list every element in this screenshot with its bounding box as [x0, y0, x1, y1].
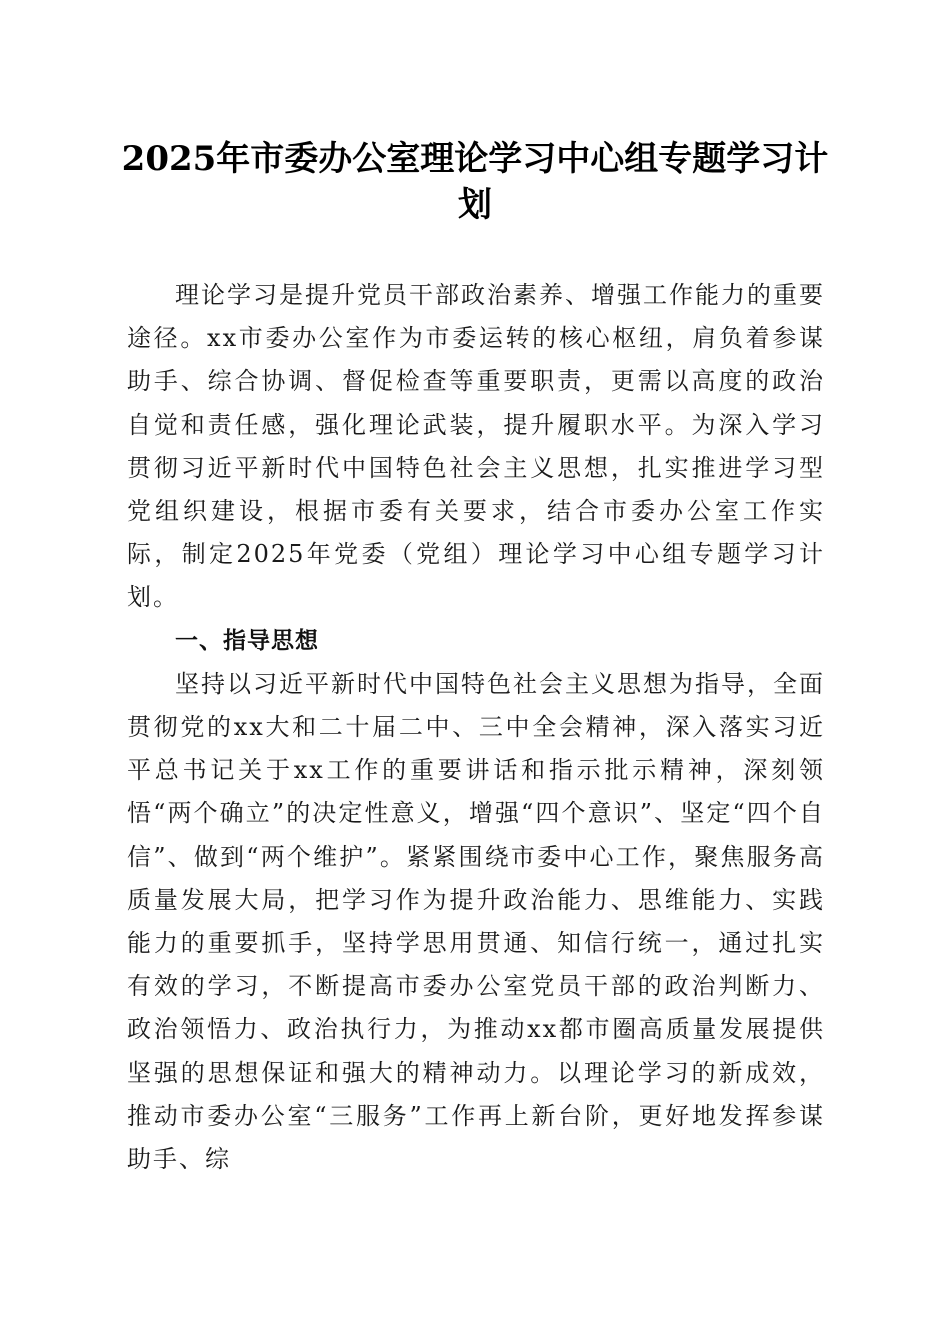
document-body	[127, 274, 825, 1181]
intro-paragraph: 理论学习是提升党员干部政治素养、增强工作能力的重要途径。xx市委办公室作为市委运转的核心枢纽，肩负着参谋助手、综合协调、督促检查等重要职责，更需以高度的政治自觉和责任感，强化理论武装，提升履职水平。为深入学习贯彻习近平新时代中国特色社会主义思想，扎实推进学习型党组织建设，根据市委有关要求，结合市委办公室工作实际，制定2025年党委（党组）理论学习中心组专题学习计划。	[127, 281, 825, 612]
guiding-ideology-paragraph: 坚持以习近平新时代中国特色社会主义思想为指导，全面贯彻党的xx大和二十届二中、三中全会精神，深入落实习近平总书记关于xx工作的重要讲话和指示批示精神，深刻领悟“两个确立”的决定性意义，增强“四个意识”、坚定“四个自信”、做到“两个维护”。紧紧围绕市委中心工作，聚焦服务高质量发展大局，把学习作为提升政治能力、思维能力、实践能力的重要抓手，坚持学思用贯通、知信行统一，通过扎实有效的学习，不断提高市委办公室党员干部的政治判断力、政治领悟力、政治执行力，为推动xx都市圈高质量发展提供坚强的思想保证和强大的精神动力。以理论学习的新成效，推动市委办公室“三服务”工作再上新台阶，更好地发挥参谋助手、综	[127, 669, 825, 1174]
section-heading-guiding-ideology: 一、指导思想	[175, 627, 319, 654]
document-title: 2025年市委办公室理论学习中心组专题学习计划	[121, 139, 829, 225]
